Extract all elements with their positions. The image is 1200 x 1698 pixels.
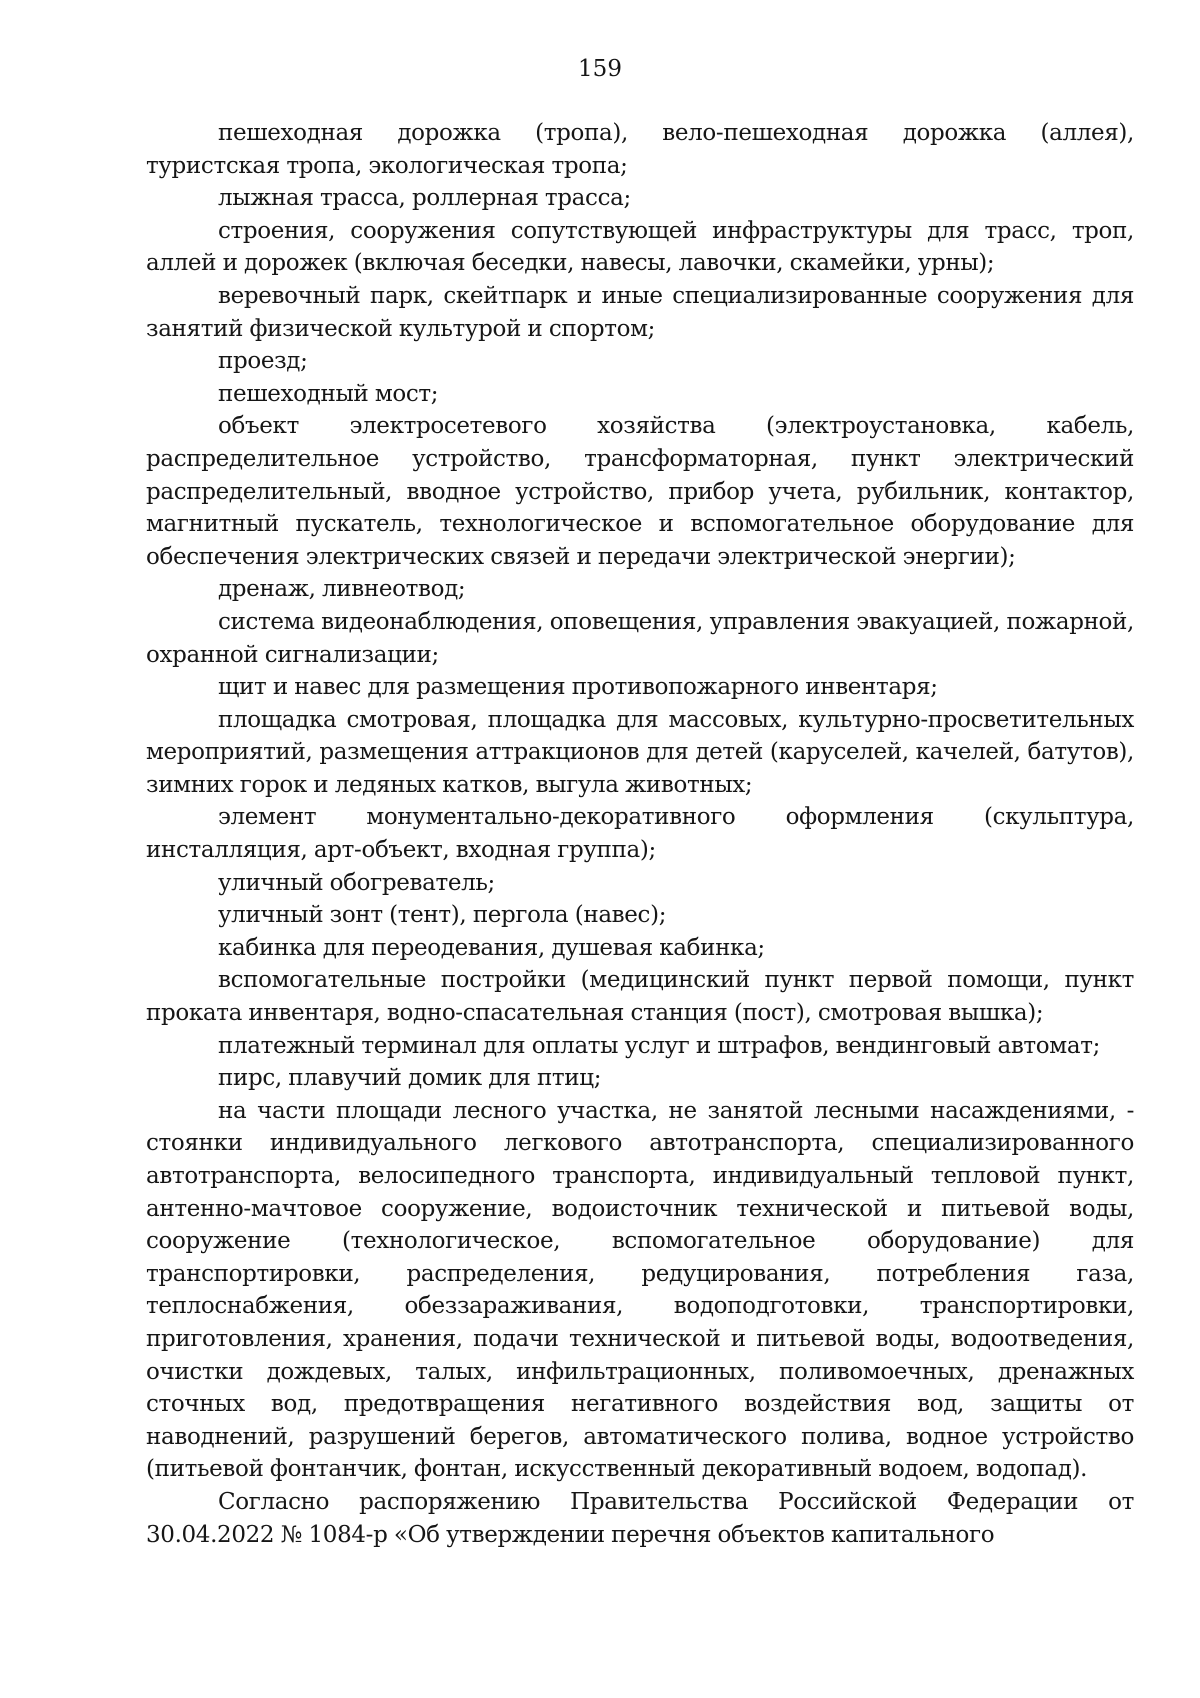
paragraph: строения, сооружения сопутствующей инфраструктуры для трасс, троп, аллей и дорожек (включая беседки, навесы, лавочки, скамейки, урны); (146, 217, 1134, 277)
paragraph: объект электросетевого хозяйства (электроустановка, кабель, распределительное устройство, трансформаторная, пункт электрический распределительный, вводное устройство, прибор учета, рубильник, контактор, магнитный пускатель, технологическое и вспомогательное оборудование для обеспечения электрических связей и передачи электрической энергии); (146, 413, 1134, 570)
document-body (146, 117, 1134, 1551)
paragraph: лыжная трасса, роллерная трасса; (218, 185, 631, 212)
paragraph: элемент монументально-декоративного оформления (скульптура, инсталляция, арт-объект, входная группа); (146, 804, 1134, 864)
paragraph: кабинка для переодевания, душевая кабинка; (218, 934, 765, 961)
paragraph: пешеходная дорожка (тропа), вело-пешеходная дорожка (аллея), туристская тропа, экологическая тропа; (146, 120, 1134, 179)
paragraph: проезд; (218, 348, 308, 375)
paragraph: Согласно распоряжению Правительства Российской Федерации от 30.04.2022 № 1084-р «Об утверждении перечня объектов капитального (146, 1488, 1134, 1548)
paragraph: уличный обогреватель; (218, 869, 495, 896)
paragraph: вспомогательные постройки (медицинский пункт первой помощи, пункт проката инвентаря, водно-спасательная станция (пост), смотровая вышка); (146, 967, 1134, 1027)
paragraph: площадка смотровая, площадка для массовых, культурно-просветительных мероприятий, размещения аттракционов для детей (каруселей, качелей, батутов), зимних горок и ледяных катков, выгула животных; (146, 706, 1134, 798)
paragraph: система видеонаблюдения, оповещения, управления эвакуацией, пожарной, охранной сигнализации; (146, 608, 1134, 668)
paragraph: веревочный парк, скейтпарк и иные специализированные сооружения для занятий физической культурой и спортом; (146, 282, 1134, 342)
paragraph: щит и навес для размещения противопожарного инвентаря; (218, 674, 938, 701)
paragraph: на части площади лесного участка, не занятой лесными насаждениями, - стоянки индивидуального легкового автотранспорта, специализированного автотранспорта, велосипедного транспорта, индивидуальный тепловой пункт, антенно-мачтовое сооружение, водоисточник технической и питьевой воды, сооружение (технологическое, вспомогательное оборудование) для транспортировки, распределения, редуцирования, потребления газа, теплоснабжения, обеззараживания, водоподготовки, транспортировки, приготовления, хранения, подачи технической и питьевой воды, водоотведения, очистки дождевых, талых, инфильтрационных, поливомоечных, дренажных сточных вод, предотвращения негативного воздействия вод, защиты от наводнений, разрушений берегов, автоматического полива, водное устройство (питьевой фонтанчик, фонтан, искусственный декоративный водоем, водопад). (146, 1097, 1134, 1483)
paragraph: уличный зонт (тент), пергола (навес); (218, 902, 667, 929)
paragraph: дренаж, ливнеотвод; (218, 576, 466, 603)
paragraph: пешеходный мост; (218, 380, 439, 407)
paragraph: пирс, плавучий домик для птиц; (218, 1065, 602, 1092)
page-number: 159 (578, 56, 622, 82)
paragraph: платежный терминал для оплаты услуг и штрафов, вендинговый автомат; (218, 1032, 1100, 1059)
